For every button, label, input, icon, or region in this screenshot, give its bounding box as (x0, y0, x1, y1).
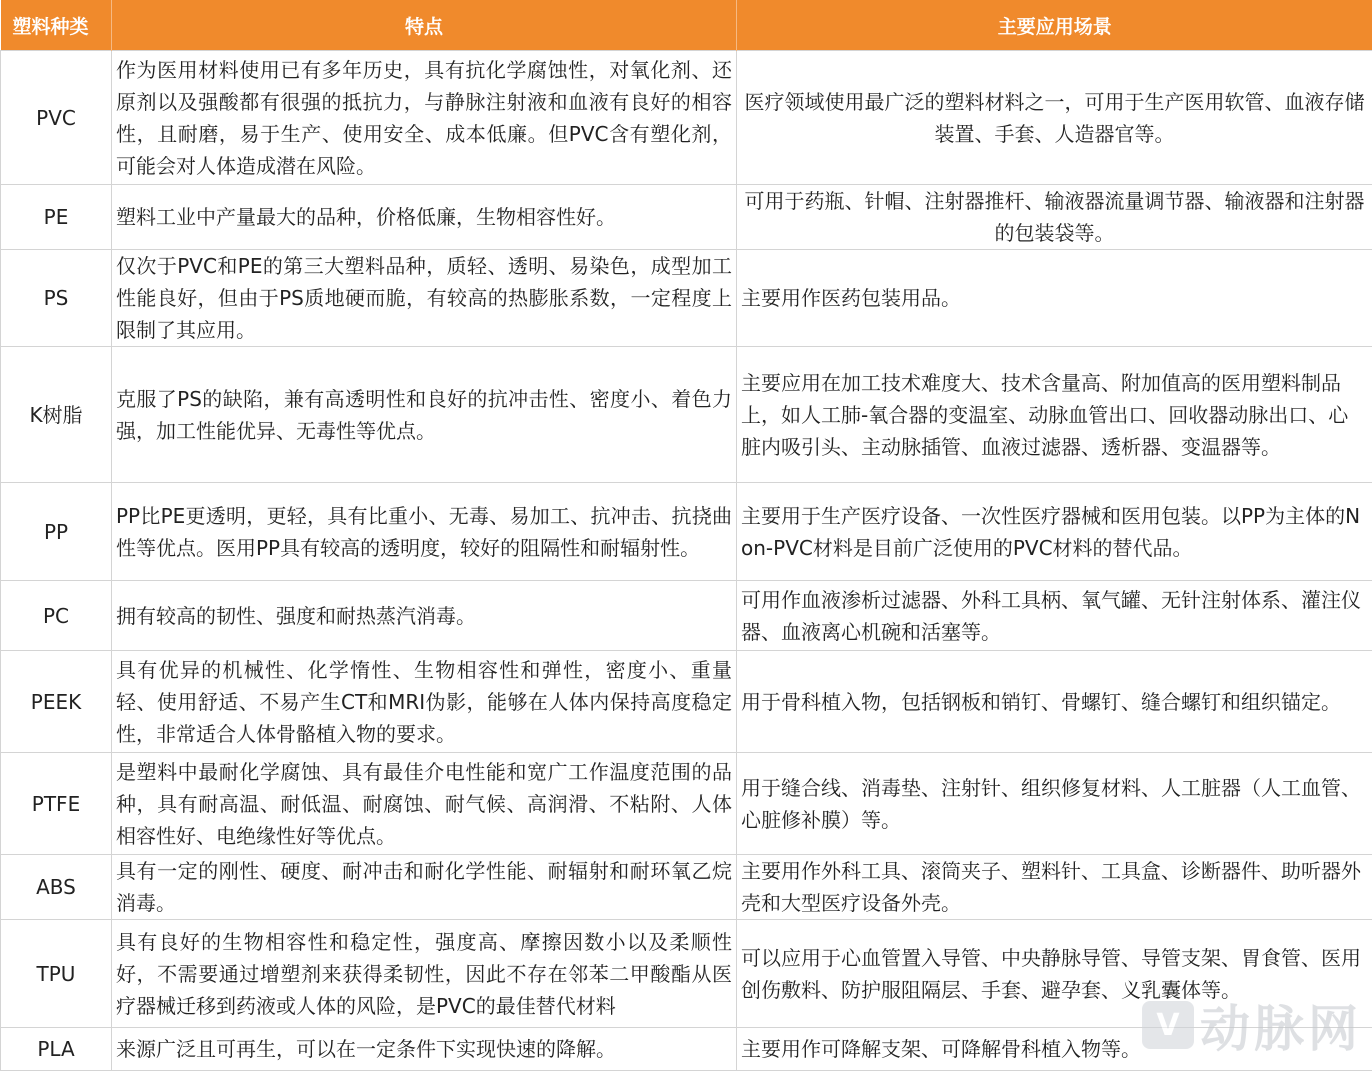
plastic-features: 拥有较高的韧性、强度和耐热蒸汽消毒。 (112, 581, 737, 651)
table-row (1, 651, 1372, 753)
plastic-features: 是塑料中最耐化学腐蚀、具有最佳介电性能和宽广工作温度范围的品种，具有耐高温、耐低温、耐腐蚀、耐气候、高润滑、不粘附、人体相容性好、电绝缘性好等优点。 (112, 753, 737, 855)
plastic-features: 具有优异的机械性、化学惰性、生物相容性和弹性，密度小、重量轻、使用舒适、不易产生CT和MRI伪影，能够在人体内保持高度稳定性，非常适合人体骨骼植入物的要求。 (112, 651, 737, 753)
table-row (1, 581, 1372, 651)
plastic-applications: 可以应用于心血管置入导管、中央静脉导管、导管支架、胃食管、医用创伤敷料、防护服阻隔层、手套、避孕套、义乳囊体等。 (737, 920, 1372, 1028)
plastic-name: K树脂 (1, 347, 112, 483)
plastic-name: PEEK (1, 651, 112, 753)
header-plastic-type: 塑料种类 (1, 0, 112, 51)
plastic-features: 作为医用材料使用已有多年历史，具有抗化学腐蚀性，对氧化剂、还原剂以及强酸都有很强的抵抗力，与静脉注射液和血液有良好的相容性，且耐磨，易于生产、使用安全、成本低廉。但PVC含有塑化剂，可能会对人体造成潜在风险。 (112, 51, 737, 185)
plastic-applications: 主要应用在加工技术难度大、技术含量高、附加值高的医用塑料制品上，如人工肺-氧合器的变温室、动脉血管出口、回收器动脉出口、心脏内吸引头、主动脉插管、血液过滤器、透析器、变温器等。 (737, 347, 1372, 483)
table-row (1, 347, 1372, 483)
table-row (1, 483, 1372, 581)
table-row (1, 753, 1372, 855)
header-features: 特点 (112, 0, 737, 51)
watermark-text: 动脉网 (1200, 989, 1362, 1061)
plastic-features: 来源广泛且可再生，可以在一定条件下实现快速的降解。 (112, 1028, 737, 1071)
plastic-name: PVC (1, 51, 112, 185)
plastic-name: PLA (1, 1028, 112, 1071)
table-row (1, 185, 1372, 250)
plastic-applications: 主要用作可降解支架、可降解骨科植入物等。 (737, 1028, 1372, 1071)
plastic-name: PE (1, 185, 112, 250)
plastic-applications: 主要用作医药包装用品。 (737, 250, 1372, 347)
plastic-applications: 用于缝合线、消毒垫、注射针、组织修复材料、人工脏器（人工血管、心脏修补膜）等。 (737, 753, 1372, 855)
plastic-features: 具有一定的刚性、硬度、耐冲击和耐化学性能、耐辐射和耐环氧乙烷消毒。 (112, 855, 737, 920)
table-row (1, 855, 1372, 920)
plastic-applications: 主要用作外科工具、滚筒夹子、塑料针、工具盒、诊断器件、助听器外壳和大型医疗设备外壳。 (737, 855, 1372, 920)
plastic-applications: 可用于药瓶、针帽、注射器推杆、输液器流量调节器、输液器和注射器的包装袋等。 (737, 185, 1372, 250)
header-applications: 主要应用场景 (737, 0, 1372, 51)
plastic-applications: 主要用于生产医疗设备、一次性医疗器械和医用包装。以PP为主体的Non-PVC材料是目前广泛使用的PVC材料的替代品。 (737, 483, 1372, 581)
plastic-features: 克服了PS的缺陷，兼有高透明性和良好的抗冲击性、密度小、着色力强，加工性能优异、无毒性等优点。 (112, 347, 737, 483)
watermark (1142, 989, 1362, 1061)
table-row (1, 51, 1372, 185)
plastic-applications: 用于骨科植入物，包括钢板和销钉、骨螺钉、缝合螺钉和组织锚定。 (737, 651, 1372, 753)
table-row (1, 250, 1372, 347)
table-header-row (1, 0, 1372, 51)
plastic-name: PTFE (1, 753, 112, 855)
plastic-applications: 医疗领域使用最广泛的塑料材料之一，可用于生产医用软管、血液存储装置、手套、人造器官等。 (737, 51, 1372, 185)
plastic-features: 具有良好的生物相容性和稳定性，强度高、摩擦因数小以及柔顺性好，不需要通过增塑剂来获得柔韧性，因此不存在邻苯二甲酸酯从医疗器械迁移到药液或人体的风险，是PVC的最佳替代材料 (112, 920, 737, 1028)
plastic-applications: 可用作血液渗析过滤器、外科工具柄、氧气罐、无针注射体系、灌注仪器、血液离心机碗和活塞等。 (737, 581, 1372, 651)
plastic-name: PS (1, 250, 112, 347)
plastic-name: TPU (1, 920, 112, 1028)
plastic-features: 仅次于PVC和PE的第三大塑料品种，质轻、透明、易染色，成型加工性能良好，但由于PS质地硬而脆，有较高的热膨胀系数，一定程度上限制了其应用。 (112, 250, 737, 347)
plastic-name: PP (1, 483, 112, 581)
plastic-name: ABS (1, 855, 112, 920)
watermark-logo-icon: V (1142, 1001, 1194, 1049)
plastic-features: PP比PE更透明，更轻，具有比重小、无毒、易加工、抗冲击、抗挠曲性等优点。医用PP具有较高的透明度，较好的阻隔性和耐辐射性。 (112, 483, 737, 581)
plastic-name: PC (1, 581, 112, 651)
plastic-features: 塑料工业中产量最大的品种，价格低廉，生物相容性好。 (112, 185, 737, 250)
